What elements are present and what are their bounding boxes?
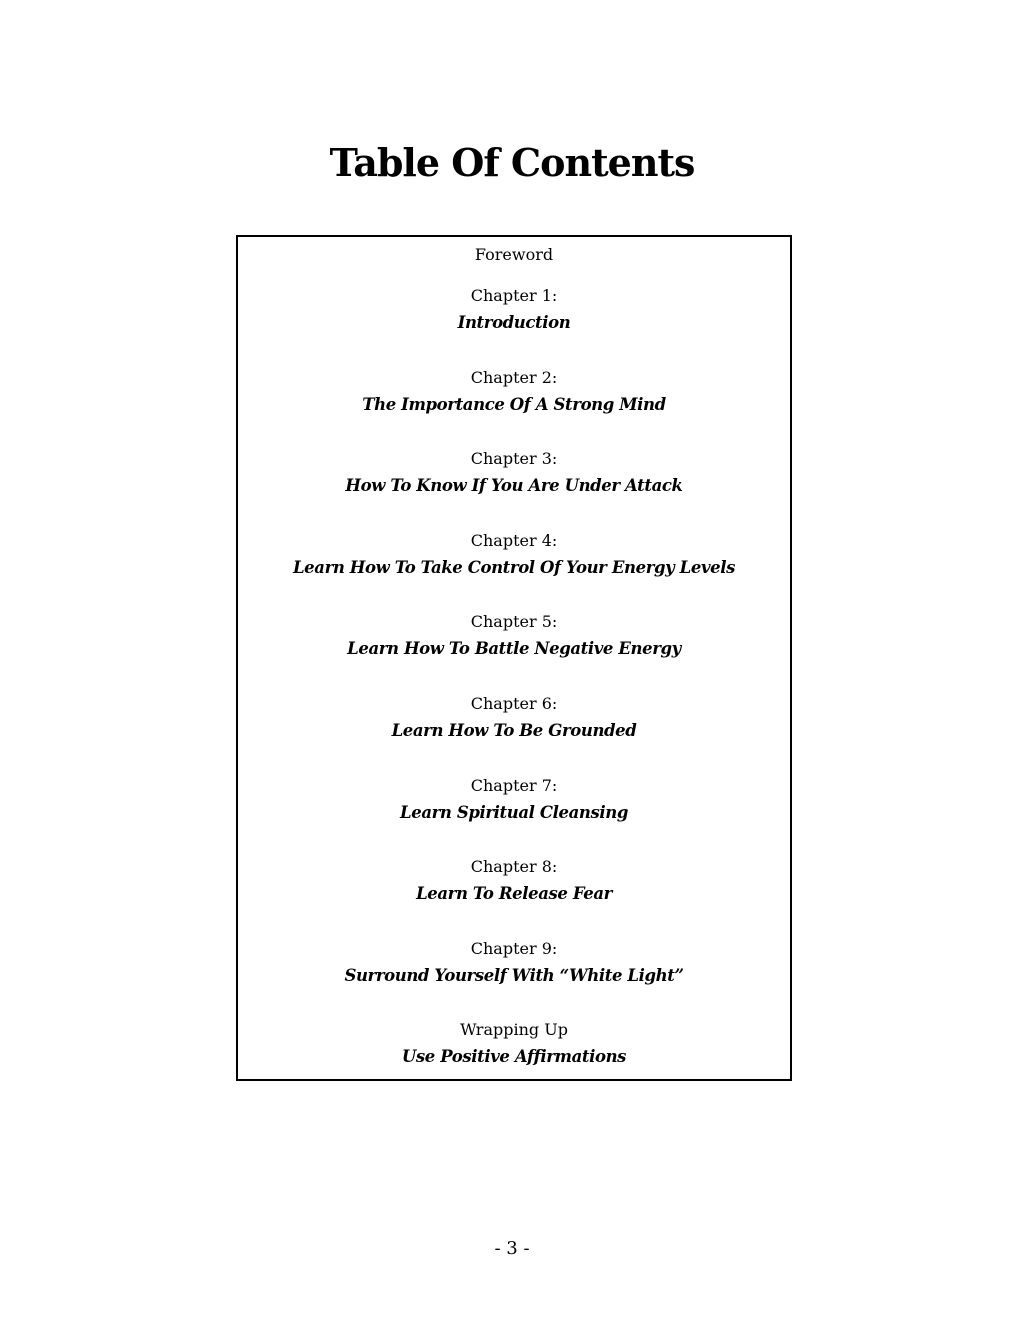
toc-chapter-2-label: Chapter 2: — [470, 368, 558, 387]
toc-chapter-1-label: Chapter 1: — [470, 286, 558, 305]
toc-chapter-8-label: Chapter 8: — [470, 857, 558, 876]
toc-foreword: Foreword — [474, 245, 554, 264]
toc-wrapping-up-label: Wrapping Up — [460, 1020, 568, 1039]
toc-chapter-7-label: Chapter 7: — [470, 776, 558, 795]
toc-chapter-1-title: Introduction — [457, 313, 571, 332]
page-number: - 3 - — [494, 1238, 530, 1259]
toc-chapter-6-title: Learn How To Be Grounded — [391, 721, 637, 740]
toc-box — [236, 235, 792, 1081]
toc-chapter-4-title: Learn How To Take Control Of Your Energy Levels — [292, 558, 735, 577]
toc-chapter-9-title: Surround Yourself With “White Light” — [344, 966, 684, 985]
toc-chapter-5-label: Chapter 5: — [470, 612, 558, 631]
toc-chapter-8-title: Learn To Release Fear — [416, 884, 612, 903]
toc-chapter-6-label: Chapter 6: — [470, 694, 558, 713]
toc-chapter-2-title: The Importance Of A Strong Mind — [362, 395, 666, 414]
toc-chapter-7-title: Learn Spiritual Cleansing — [400, 803, 628, 822]
toc-chapter-3-label: Chapter 3: — [470, 449, 558, 468]
toc-chapter-5-title: Learn How To Battle Negative Energy — [347, 639, 681, 658]
toc-wrapping-up-title: Use Positive Affirmations — [401, 1047, 627, 1066]
toc-chapter-3-title: How To Know If You Are Under Attack — [345, 476, 683, 495]
toc-chapter-9-label: Chapter 9: — [470, 939, 558, 958]
toc-chapter-4-label: Chapter 4: — [470, 531, 558, 550]
page-title: Table Of Contents — [329, 140, 695, 185]
